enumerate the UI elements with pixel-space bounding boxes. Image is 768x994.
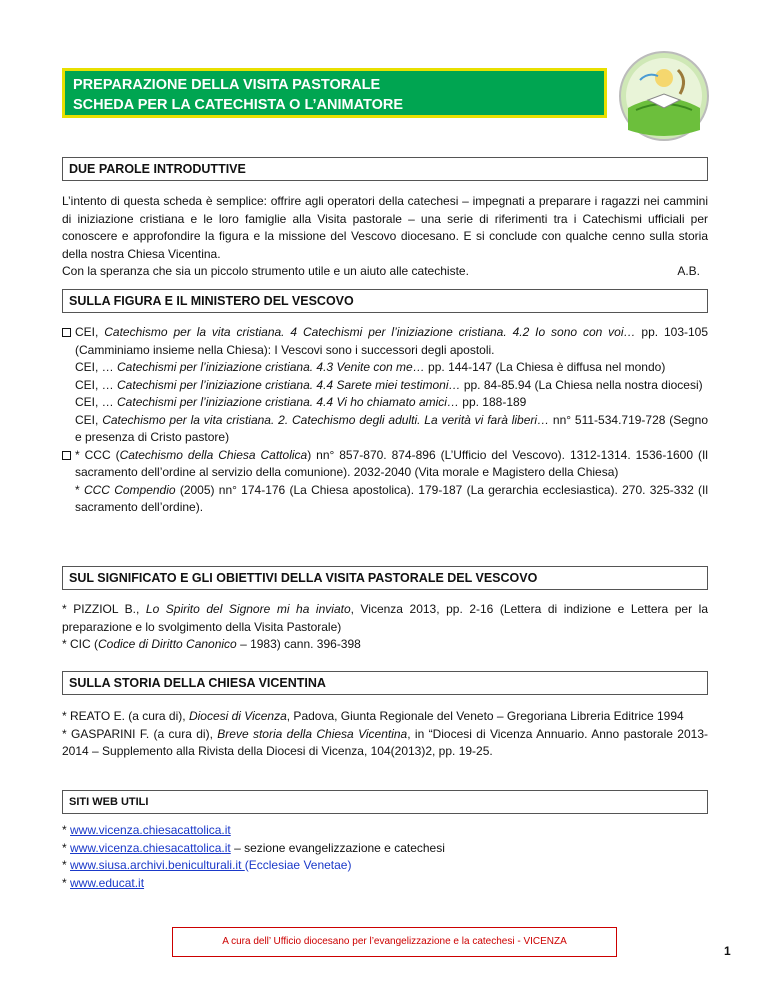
page-number: 1 bbox=[724, 944, 731, 958]
reference-item: CEI, … Catechismi per l’iniziazione cristiana. 4.4 Sarete miei testimoni… pp. 84-85.94 (La Chiesa nella nostra diocesi) bbox=[75, 377, 703, 392]
intro-closing-text: Con la speranza che sia un piccolo strumento utile e un aiuto alle catechiste. bbox=[62, 264, 469, 278]
section-heading-siti: SITI WEB UTILI bbox=[62, 790, 708, 814]
intro-paragraph bbox=[62, 193, 708, 281]
section-heading-visita: SUL SIGNIFICATO E GLI OBIETTIVI DELLA VISITA PASTORALE DEL VESCOVO bbox=[62, 566, 708, 590]
section-heading-vescovo: SULLA FIGURA E IL MINISTERO DEL VESCOVO bbox=[62, 289, 708, 313]
storia-references bbox=[62, 708, 708, 761]
footer-credit: A cura dell’ Ufficio diocesano per l’evangelizzazione e la catechesi - VICENZA bbox=[172, 927, 617, 957]
checkbox-icon bbox=[62, 451, 71, 460]
reference-item: CEI, … Catechismi per l’iniziazione cristiana. 4.4 Vi ho chiamato amici… pp. 188-189 bbox=[75, 395, 527, 409]
reference-item: * GASPARINI F. (a cura di), Breve storia della Chiesa Vicentina, in “Diocesi di Vicenza Annuario. Anno pastorale 2013-2014 – Supplemento alla Rivista della Diocesi di Vicenza, 104(2013)2, pp. 19-25. bbox=[62, 726, 708, 758]
reference-item: * PIZZIOL B., Lo Spirito del Signore mi ha inviato, Vicenza 2013, pp. 2-16 (Lettera di indizione e Lettera per la preparazione e lo svolgimento della Visita Pastorale) bbox=[62, 602, 708, 634]
section-heading-storia: SULLA STORIA DELLA CHIESA VICENTINA bbox=[62, 671, 708, 695]
reference-item: * REATO E. (a cura di), Diocesi di Vicenza, Padova, Giunta Regionale del Veneto – Gregoriana Libreria Editrice 1994 bbox=[62, 709, 684, 723]
reference-item: * CCC (Catechismo della Chiesa Cattolica) nn° 857-870. 874-896 (L’Ufficio del Vescovo). 1312-1314. 1536-1600 (Il sacramento dell’ordine al servizio della comunione). 2032-2040 (Vita morale e Magistero della Chiesa) bbox=[62, 447, 708, 482]
link-siusa[interactable]: www.siusa.archivi.beniculturali.it bbox=[70, 858, 245, 872]
link-item: * www.vicenza.chiesacattolica.it – sezione evangelizzazione e catechesi bbox=[62, 840, 445, 855]
title-line-2: SCHEDA PER LA CATECHISTA O L’ANIMATORE bbox=[73, 97, 404, 113]
document-title-box bbox=[62, 68, 607, 118]
link-item: * www.vicenza.chiesacattolica.it bbox=[62, 823, 231, 837]
intro-closing bbox=[62, 263, 708, 281]
section-heading-intro: DUE PAROLE INTRODUTTIVE bbox=[62, 157, 708, 181]
reference-item: * CCC Compendio (2005) nn° 174-176 (La Chiesa apostolica). 179-187 (La gerarchia ecclesiastica). 270. 325-332 (Il sacramento dell’ordine). bbox=[75, 482, 709, 514]
title-line-1: PREPARAZIONE DELLA VISITA PASTORALE bbox=[73, 77, 381, 93]
reference-item: CEI, Catechismo per la vita cristiana. 4 Catechismi per l’iniziazione cristiana. 4.2 Io sono con voi… pp. 103-105 (Camminiamo insieme nella Chiesa): I Vescovi sono i successori degli apostoli. bbox=[62, 324, 708, 359]
vescovo-references bbox=[62, 324, 708, 517]
link-item: * www.educat.it bbox=[62, 875, 145, 890]
link-item: * www.siusa.archivi.beniculturali.it (Ecclesiae Venetae) bbox=[62, 858, 352, 872]
link-vicenza-catechesi[interactable]: www.vicenza.chiesacattolica.it bbox=[70, 840, 231, 855]
reference-item: CEI, Catechismo per la vita cristiana. 2. Catechismo degli adulti. La verità vi farà liberi… nn° 511-534.719-728 (Segno e presenza di Cristo pastore) bbox=[75, 412, 708, 444]
diocese-logo-icon bbox=[618, 50, 710, 142]
link-educat[interactable]: www.educat.it bbox=[70, 875, 145, 890]
checkbox-icon bbox=[62, 328, 71, 337]
useful-links-list bbox=[62, 822, 708, 892]
reference-item: * CIC (Codice di Diritto Canonico – 1983) cann. 396-398 bbox=[62, 637, 361, 651]
intro-signature: A.B. bbox=[677, 264, 700, 278]
visita-references bbox=[62, 601, 708, 654]
reference-item: CEI, … Catechismi per l’iniziazione cristiana. 4.3 Venite con me… pp. 144-147 (La Chiesa è diffusa nel mondo) bbox=[75, 360, 666, 374]
intro-text: L’intento di questa scheda è semplice: offrire agli operatori della catechesi – impegnati a preparare i ragazzi nei cammini di iniziazione cristiana e le loro famiglie alla Visita pastorale – una serie di riferimenti tra i Catechismi ufficiali per conoscere e approfondire la figura e la missione del Vescovo diocesano. E si conclude con qualche cenno sulla storia della nostra Chiesa Vicentina. bbox=[62, 194, 708, 261]
link-vicenza-chiesacattolica[interactable]: www.vicenza.chiesacattolica.it bbox=[70, 823, 231, 837]
